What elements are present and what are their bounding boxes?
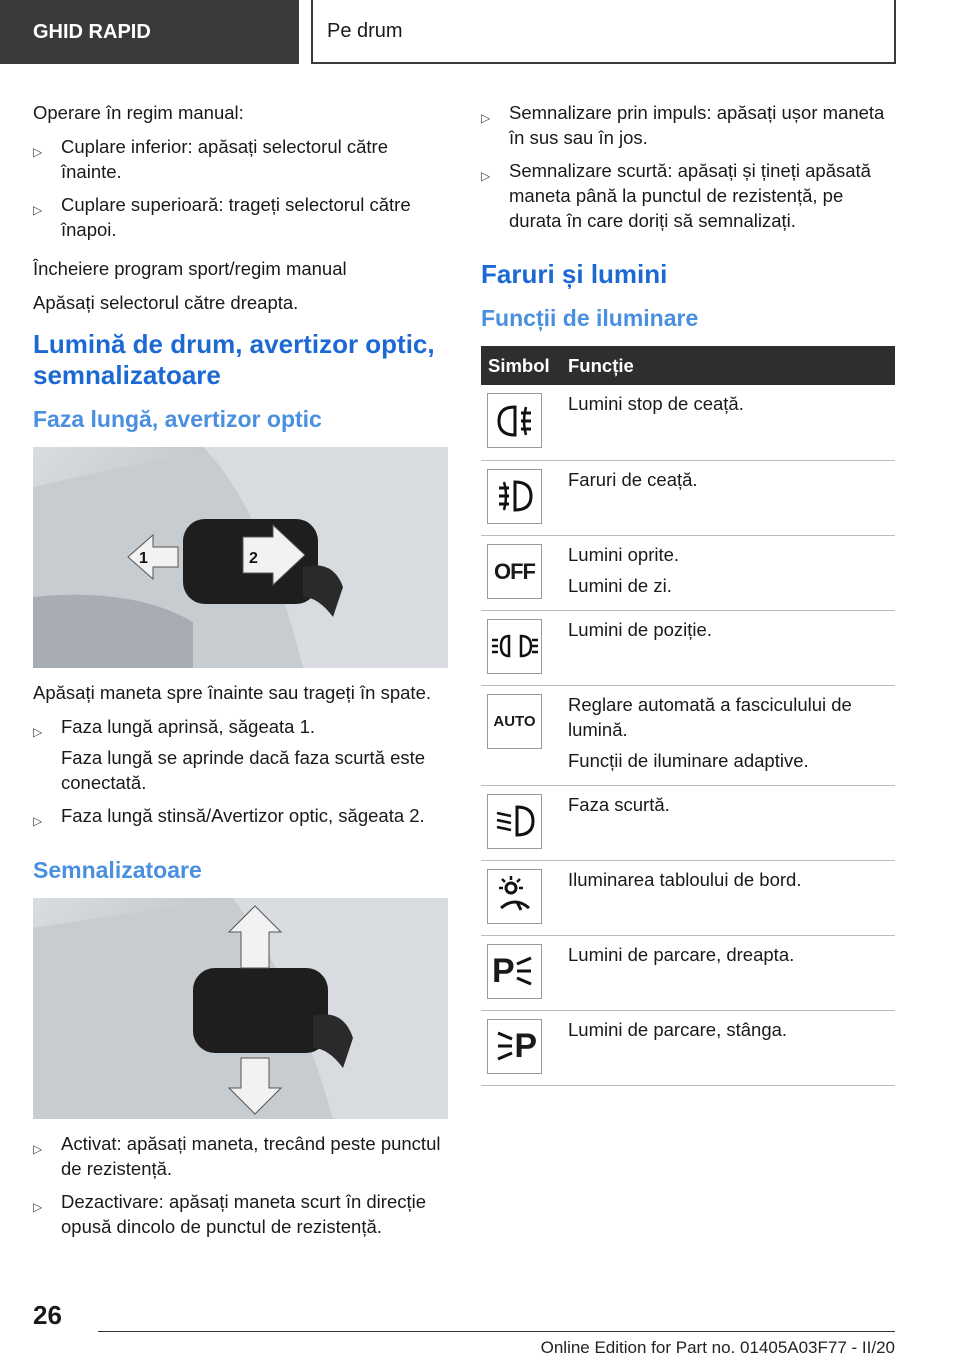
signal-list-continued: [481, 100, 895, 233]
end-title: Încheiere program sport/regim manual: [33, 258, 347, 279]
left-column: [33, 100, 448, 1251]
list-item: ▷ Semnalizare scurtă: apăsați și țineți apăsată maneta până la punctul de rezistență, pe durata în care doriți să semnalizați.: [481, 160, 871, 231]
arrow-label-2: 2: [249, 550, 258, 567]
lever-illustration: [33, 898, 448, 1119]
bullet-triangle-icon: ▷: [33, 145, 43, 159]
parking-light-right-icon: P: [487, 944, 542, 999]
table-row: Faza scurtă.: [481, 785, 895, 860]
page-number: 26: [33, 1300, 62, 1330]
lever-illustration: [33, 447, 448, 668]
table-row: Iluminarea tabloului de bord.: [481, 860, 895, 935]
signal-list: [33, 1131, 448, 1239]
subsection-heading: Faza lungă, avertizor optic: [33, 406, 322, 432]
parking-light-left-icon: P: [487, 1019, 542, 1074]
list-item: ▷ Activat: apăsați maneta, trecând peste punctul de rezistență.: [33, 1133, 441, 1179]
footer-divider: [98, 1331, 895, 1332]
high-beam-lever-photo: [33, 447, 448, 668]
beam-list: [33, 714, 448, 828]
subsection-heading: Semnalizatoare: [33, 857, 202, 883]
end-text: Apăsați selectorul către dreapta.: [33, 292, 299, 313]
list-item: ▷ Faza lungă stinsă/Avertizor optic, săgeata 2.: [33, 803, 448, 828]
bullet-triangle-icon: ▷: [33, 1142, 43, 1156]
section-heading: Faruri și lumini: [481, 259, 668, 289]
list-item: ▷ Cuplare inferior: apăsați selectorul către înainte.: [33, 136, 388, 182]
table-header-row: [481, 346, 895, 385]
table-row: Lumini de poziție.: [481, 610, 895, 685]
list-item: ▷ Semnalizare prin impuls: apăsați ușor maneta în sus sau în jos.: [481, 102, 885, 148]
column-header-function: Funcție: [561, 346, 895, 385]
page-header: [0, 0, 960, 66]
table-row: P Lumini de parcare, dreapta.: [481, 935, 895, 1010]
arrow-label-1: 1: [139, 550, 148, 567]
bullet-triangle-icon: ▷: [481, 169, 491, 183]
bullet-triangle-icon: ▷: [481, 111, 491, 125]
dashboard-illumination-icon: [487, 869, 542, 924]
table-row: Lumini stop de ceață.: [481, 385, 895, 460]
bullet-triangle-icon: ▷: [33, 725, 43, 739]
manual-intro: Operare în regim manual:: [33, 102, 244, 123]
beam-text: Apăsați maneta spre înainte sau trageți în spate.: [33, 682, 431, 703]
header-chapter-label: Pe drum: [311, 0, 896, 64]
turn-signal-lever-photo: [33, 898, 448, 1119]
list-item: ▷ Faza lungă aprinsă, săgeata 1. Faza lungă se aprinde dacă faza scurtă este conectată.: [33, 716, 426, 793]
right-column: [481, 100, 895, 1086]
position-lights-icon: [487, 619, 542, 674]
auto-icon: AUTO: [487, 694, 542, 749]
table-row: AUTO Reglare automată a fasciculului de lumină. Funcții de iluminare adaptive.: [481, 685, 895, 785]
off-icon: OFF: [487, 544, 542, 599]
bullet-triangle-icon: ▷: [33, 203, 43, 217]
section-heading: Lumină de drum, avertizor optic, semnalizatoare: [33, 329, 435, 390]
table-row: Faruri de ceață.: [481, 460, 895, 535]
list-item: ▷ Cuplare superioară: trageți selectorul către înapoi.: [33, 194, 411, 240]
column-header-symbol: Simbol: [481, 346, 561, 385]
list-item: ▷ Dezactivare: apăsați maneta scurt în direcție opusă dincolo de punctul de rezistență.: [33, 1191, 427, 1237]
table-row: P Lumini de parcare, stânga.: [481, 1010, 895, 1085]
bullet-triangle-icon: ▷: [33, 814, 43, 828]
rear-fog-light-icon: [487, 393, 542, 448]
header-section-label: GHID RAPID: [0, 0, 299, 64]
edition-label: Online Edition for Part no. 01405A03F77 - II/20: [540, 1338, 895, 1357]
subsection-heading: Funcții de iluminare: [481, 305, 699, 331]
front-fog-light-icon: [487, 469, 542, 524]
lighting-functions-table: [481, 346, 895, 1086]
bullet-triangle-icon: ▷: [33, 1200, 43, 1214]
low-beam-icon: [487, 794, 542, 849]
table-row: OFF Lumini oprite. Lumini de zi.: [481, 535, 895, 610]
manual-list: [33, 134, 448, 242]
